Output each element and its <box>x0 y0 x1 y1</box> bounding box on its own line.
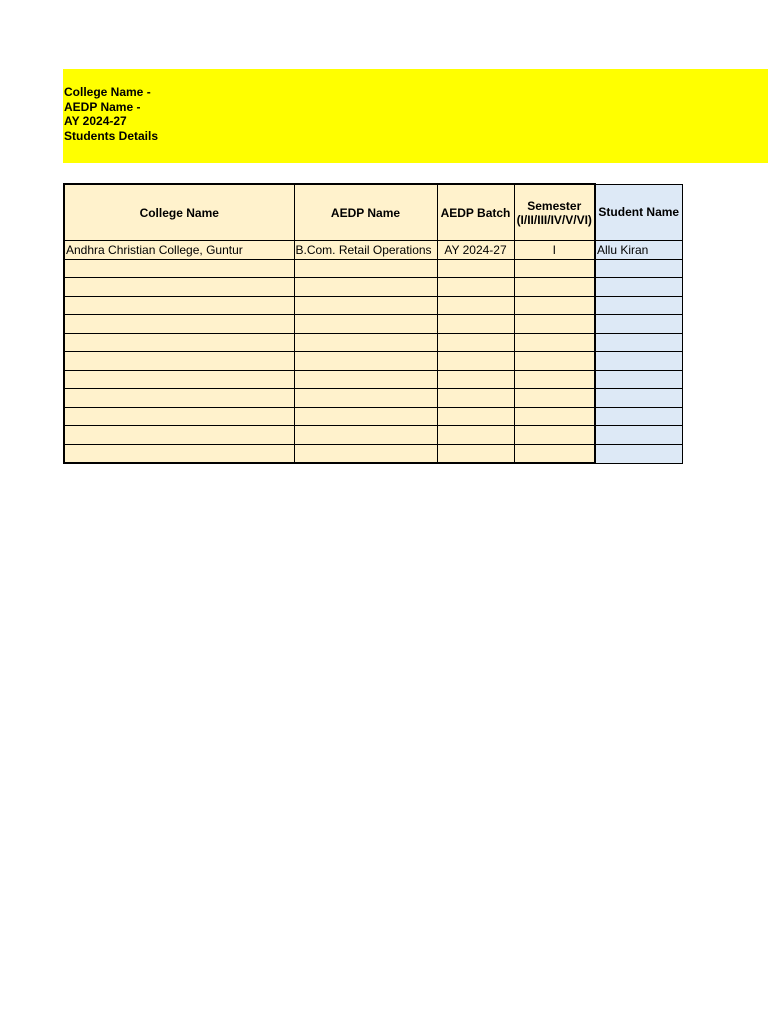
cell-aedp-batch[interactable] <box>437 352 514 371</box>
cell-aedp-name[interactable] <box>294 315 437 334</box>
cell-student-name[interactable] <box>595 333 682 352</box>
banner-academic-year: AY 2024-27 <box>64 114 127 128</box>
cell-college-name[interactable] <box>64 407 294 426</box>
banner-students-details: Students Details <box>64 128 159 143</box>
cell-aedp-batch[interactable] <box>437 426 514 445</box>
table-row <box>64 259 682 278</box>
banner-lines <box>64 85 158 143</box>
header-aedp-name: AEDP Name <box>294 184 437 241</box>
table-body <box>64 241 682 464</box>
cell-student-name[interactable] <box>595 389 682 408</box>
table-row <box>64 444 682 463</box>
cell-aedp-batch[interactable] <box>437 407 514 426</box>
table-row <box>64 278 682 297</box>
cell-semester[interactable] <box>514 315 595 334</box>
header-student-name: Student Name <box>595 184 682 241</box>
cell-semester[interactable] <box>514 352 595 371</box>
cell-aedp-name[interactable] <box>294 333 437 352</box>
table-row <box>64 426 682 445</box>
cell-aedp-batch[interactable] <box>437 259 514 278</box>
cell-semester[interactable] <box>514 426 595 445</box>
cell-aedp-batch[interactable] <box>437 389 514 408</box>
banner-college-name: College Name - <box>64 85 151 99</box>
header-row <box>64 184 682 241</box>
cell-college-name[interactable] <box>64 389 294 408</box>
table-row <box>64 352 682 371</box>
table-row <box>64 333 682 352</box>
cell-student-name[interactable] <box>595 426 682 445</box>
cell-student-name[interactable]: Allu Kiran <box>595 241 682 260</box>
cell-aedp-batch[interactable] <box>437 444 514 463</box>
cell-aedp-name[interactable] <box>294 444 437 463</box>
cell-student-name[interactable] <box>595 370 682 389</box>
table-row <box>64 241 682 260</box>
cell-college-name[interactable] <box>64 352 294 371</box>
cell-semester[interactable] <box>514 259 595 278</box>
cell-student-name[interactable] <box>595 278 682 297</box>
cell-student-name[interactable] <box>595 407 682 426</box>
cell-college-name[interactable]: Andhra Christian College, Guntur <box>64 241 294 260</box>
cell-aedp-batch[interactable] <box>437 333 514 352</box>
cell-semester[interactable] <box>514 389 595 408</box>
table-row <box>64 407 682 426</box>
cell-student-name[interactable] <box>595 296 682 315</box>
cell-student-name[interactable] <box>595 352 682 371</box>
cell-college-name[interactable] <box>64 259 294 278</box>
cell-aedp-name[interactable]: B.Com. Retail Operations <box>294 241 437 260</box>
cell-college-name[interactable] <box>64 426 294 445</box>
cell-aedp-batch[interactable] <box>437 278 514 297</box>
cell-aedp-batch[interactable] <box>437 370 514 389</box>
cell-college-name[interactable] <box>64 333 294 352</box>
cell-aedp-name[interactable] <box>294 296 437 315</box>
table-row <box>64 389 682 408</box>
cell-aedp-name[interactable] <box>294 352 437 371</box>
cell-college-name[interactable] <box>64 296 294 315</box>
cell-college-name[interactable] <box>64 315 294 334</box>
header-college-name: College Name <box>64 184 294 241</box>
cell-semester[interactable] <box>514 296 595 315</box>
cell-student-name[interactable] <box>595 444 682 463</box>
cell-semester[interactable] <box>514 407 595 426</box>
cell-college-name[interactable] <box>64 370 294 389</box>
title-banner <box>63 69 768 163</box>
cell-student-name[interactable] <box>595 315 682 334</box>
cell-aedp-name[interactable] <box>294 426 437 445</box>
cell-aedp-name[interactable] <box>294 278 437 297</box>
table-row <box>64 315 682 334</box>
cell-aedp-batch[interactable] <box>437 296 514 315</box>
table-row <box>64 370 682 389</box>
cell-college-name[interactable] <box>64 278 294 297</box>
cell-aedp-name[interactable] <box>294 389 437 408</box>
table-row <box>64 296 682 315</box>
cell-semester[interactable] <box>514 370 595 389</box>
cell-aedp-name[interactable] <box>294 259 437 278</box>
cell-aedp-batch[interactable] <box>437 315 514 334</box>
cell-student-name[interactable] <box>595 259 682 278</box>
cell-semester[interactable]: I <box>514 241 595 260</box>
cell-semester[interactable] <box>514 333 595 352</box>
cell-semester[interactable] <box>514 278 595 297</box>
cell-aedp-name[interactable] <box>294 407 437 426</box>
banner-aedp-name: AEDP Name - <box>64 99 141 114</box>
cell-aedp-name[interactable] <box>294 370 437 389</box>
cell-college-name[interactable] <box>64 444 294 463</box>
header-semester: Semester (I/II/III/IV/V/VI) <box>514 184 595 241</box>
cell-aedp-batch[interactable]: AY 2024-27 <box>437 241 514 260</box>
cell-semester[interactable] <box>514 444 595 463</box>
header-aedp-batch: AEDP Batch <box>437 184 514 241</box>
students-table <box>63 183 683 464</box>
